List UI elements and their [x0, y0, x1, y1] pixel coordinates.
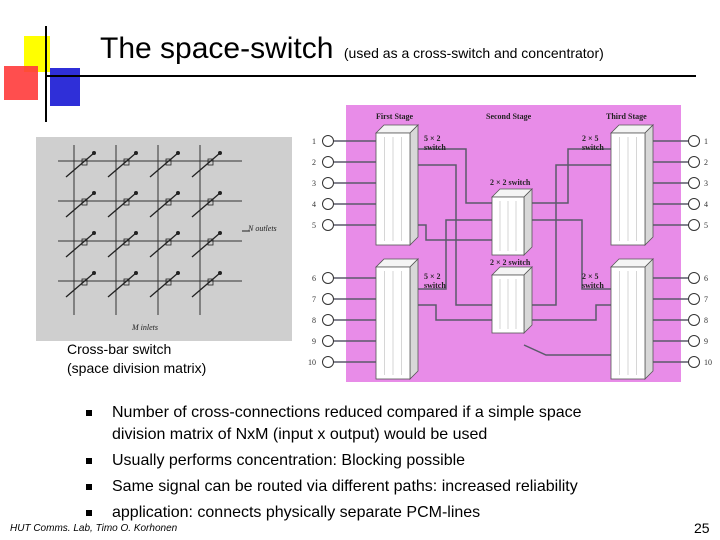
box-side: [524, 189, 532, 255]
switch-5x2-bottom-label: switch: [424, 281, 446, 290]
title-underline: [46, 75, 696, 77]
input-number: 4: [312, 200, 316, 209]
switch-2x2-bottom-label: 2 × 2 switch: [490, 258, 531, 267]
crosspoint-switch: [192, 273, 220, 297]
output-number: 7: [704, 295, 708, 304]
input-port: [323, 157, 334, 168]
box-side: [524, 267, 532, 333]
switch-2x5-top-label: 2 × 5: [582, 134, 599, 143]
crosspoint-switch: [150, 233, 178, 257]
crosspoint-switch: [108, 193, 136, 217]
switch-2x5-bottom-label: switch: [582, 281, 604, 290]
output-port: [689, 357, 700, 368]
input-port: [323, 315, 334, 326]
switch-2x5-top-label: switch: [582, 143, 604, 152]
bullet-marker: [86, 484, 92, 490]
crossbar-figure: [36, 137, 292, 341]
crosspoint-dot: [92, 151, 96, 155]
output-port: [689, 199, 700, 210]
output-number: 5: [704, 221, 708, 230]
box-side: [410, 125, 418, 245]
input-port: [323, 199, 334, 210]
bullet-list: [84, 402, 664, 528]
title-subtitle: (used as a cross-switch and concentrator): [343, 45, 604, 61]
bullet-item: Number of cross-connections reduced compared if a simple space division matrix of NxM (input x output) would be used: [84, 402, 664, 446]
crosspoint-switch: [150, 273, 178, 297]
crosspoint-dot: [92, 191, 96, 195]
crosspoint-dot: [218, 231, 222, 235]
switch-2x2-top: [492, 189, 532, 255]
output-number: 3: [704, 179, 708, 188]
crosspoint-dot: [176, 191, 180, 195]
box-side: [645, 259, 653, 379]
caption-line-1: Cross-bar switch: [67, 341, 172, 357]
output-port: [689, 178, 700, 189]
footer-credit: HUT Comms. Lab, Timo O. Korhonen: [10, 523, 178, 534]
switch-5x2-top-label: 5 × 2: [424, 134, 441, 143]
switch-5x2-top-label: switch: [424, 143, 446, 152]
input-port: [323, 136, 334, 147]
input-port: [323, 273, 334, 284]
box-side: [410, 259, 418, 379]
bullet-marker: [86, 458, 92, 464]
input-number: 9: [312, 337, 316, 346]
bullet-item: application: connects physically separate PCM-lines: [84, 502, 664, 524]
crosspoint-dot: [176, 231, 180, 235]
crosspoint-switch: [66, 193, 94, 217]
input-number: 2: [312, 158, 316, 167]
crosspoint-dot: [218, 191, 222, 195]
crosspoint-switch: [108, 233, 136, 257]
input-number: 6: [312, 274, 316, 283]
crossbar-caption: [67, 340, 206, 378]
input-number: 5: [312, 221, 316, 230]
bullet-marker: [86, 410, 92, 416]
crosspoint-switch: [66, 273, 94, 297]
crosspoint-switch: [66, 233, 94, 257]
crosspoint-dot: [134, 191, 138, 195]
output-port: [689, 157, 700, 168]
decor-vertical-line: [45, 26, 47, 122]
crosspoint-dot: [218, 271, 222, 275]
three-stage-switch-diagram: [306, 105, 716, 382]
outlets-label: N outlets: [248, 224, 277, 233]
output-number: 6: [704, 274, 708, 283]
crosspoint-switch: [150, 193, 178, 217]
crosspoint-dot: [92, 271, 96, 275]
switch-5x2-bottom-label: 5 × 2: [424, 272, 441, 281]
input-number: 1: [312, 137, 316, 146]
switch-2x5-bottom: [611, 259, 653, 379]
input-number: 10: [308, 358, 316, 367]
output-port: [689, 273, 700, 284]
crossbar-grid: [36, 137, 292, 341]
switch-5x2-bottom: [376, 259, 418, 379]
bullet-marker: [86, 510, 92, 516]
output-port: [689, 220, 700, 231]
crosspoint-dot: [134, 151, 138, 155]
input-port: [323, 178, 334, 189]
output-number: 1: [704, 137, 708, 146]
second-stage-label: Second Stage: [486, 112, 532, 121]
crosspoint-dot: [176, 151, 180, 155]
crosspoint-switch: [150, 153, 178, 177]
output-number: 10: [704, 358, 712, 367]
output-port: [689, 315, 700, 326]
first-stage-label: First Stage: [376, 112, 414, 121]
output-port: [689, 136, 700, 147]
output-number: 8: [704, 316, 708, 325]
third-stage-label: Third Stage: [606, 112, 647, 121]
inlets-label: M inlets: [132, 323, 158, 332]
output-number: 9: [704, 337, 708, 346]
input-number: 7: [312, 295, 316, 304]
decor-blue-square: [50, 68, 80, 106]
switch-2x5-bottom-label: 2 × 5: [582, 272, 599, 281]
bullet-item: Same signal can be routed via different paths: increased reliability: [84, 476, 664, 498]
input-number: 3: [312, 179, 316, 188]
decor-red-square: [4, 66, 38, 100]
output-port: [689, 294, 700, 305]
crosspoint-switch: [192, 153, 220, 177]
crosspoint-dot: [218, 151, 222, 155]
output-number: 4: [704, 200, 708, 209]
input-port: [323, 357, 334, 368]
switch-2x2-bottom: [492, 267, 532, 333]
crosspoint-dot: [134, 231, 138, 235]
bullet-item: Usually performs concentration: Blocking possible: [84, 450, 664, 472]
crosspoint-switch: [108, 273, 136, 297]
crosspoint-switch: [192, 193, 220, 217]
crosspoint-switch: [66, 153, 94, 177]
input-port: [323, 220, 334, 231]
crosspoint-dot: [176, 271, 180, 275]
caption-line-2: (space division matrix): [67, 360, 207, 376]
switch-2x2-top-label: 2 × 2 switch: [490, 178, 531, 187]
input-port: [323, 336, 334, 347]
slide-title: [100, 32, 604, 66]
title-main: The space-switch: [100, 32, 334, 65]
crosspoint-dot: [92, 231, 96, 235]
switch-2x5-top: [611, 125, 653, 245]
input-number: 8: [312, 316, 316, 325]
output-port: [689, 336, 700, 347]
page-number: 25: [694, 520, 710, 536]
box-side: [645, 125, 653, 245]
crosspoint-dot: [134, 271, 138, 275]
crosspoint-switch: [108, 153, 136, 177]
input-port: [323, 294, 334, 305]
output-number: 2: [704, 158, 708, 167]
crosspoint-switch: [192, 233, 220, 257]
switch-5x2-top: [376, 125, 418, 245]
